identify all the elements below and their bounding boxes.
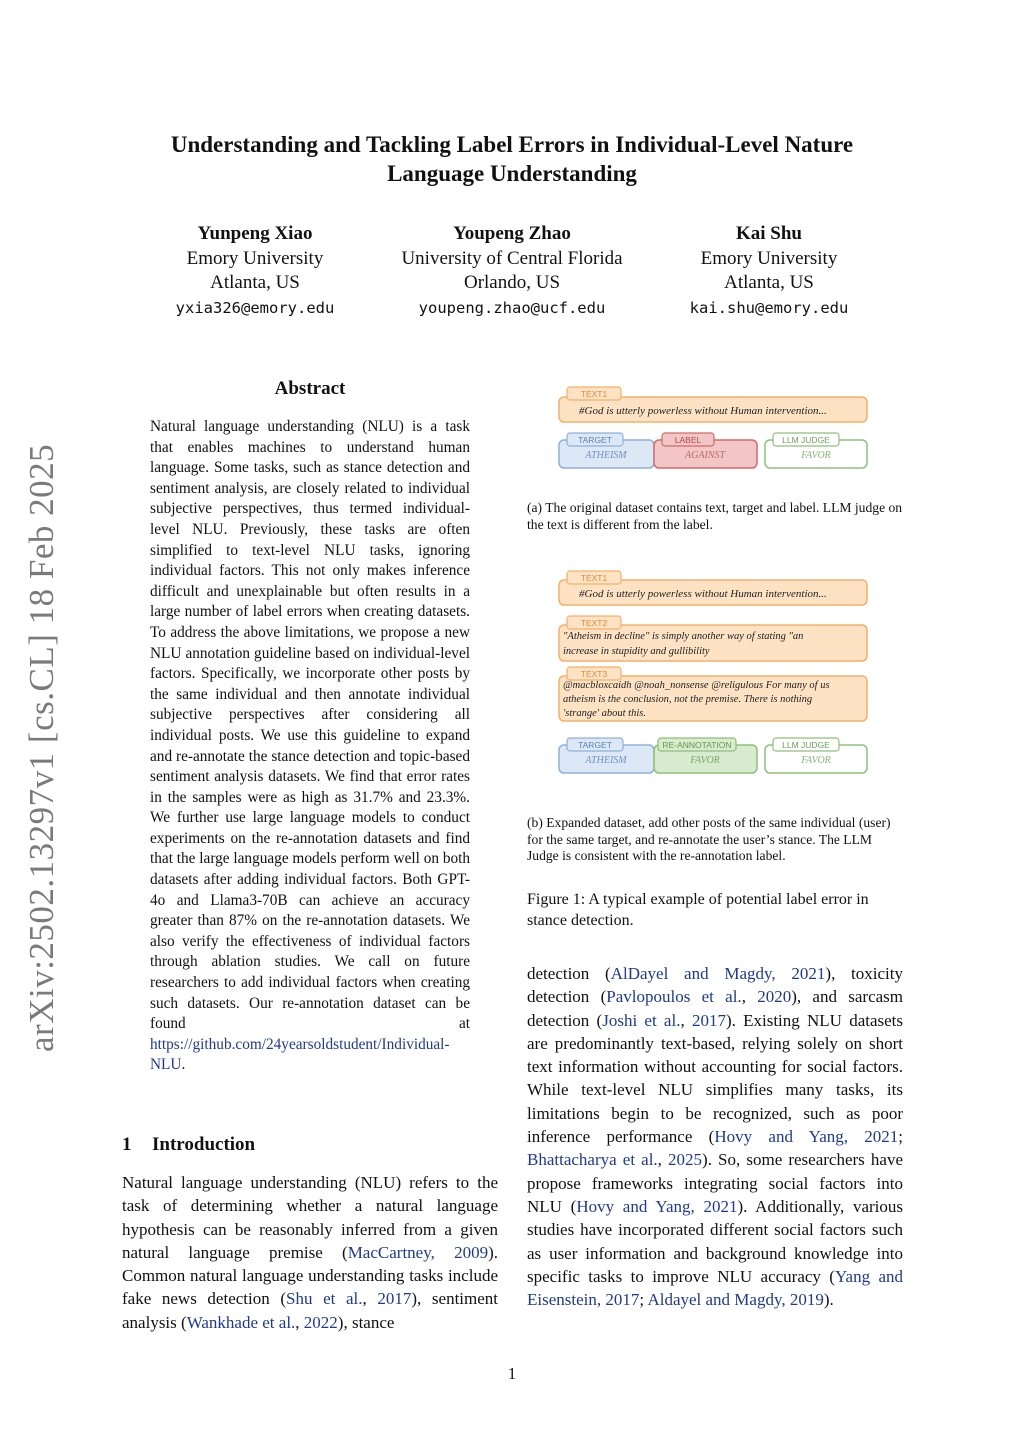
title-line-1: Understanding and Tackling Label Errors in Individual-Level Nature [170, 132, 854, 157]
citation-year-link[interactable]: 2017 [377, 1289, 412, 1309]
text3-line-1: @macbloxcaidh @noah_nonsense @religulous For many of us [563, 680, 830, 691]
citation-link[interactable]: Hovy and Yang, 2021 [576, 1196, 738, 1216]
judge-tag: LLM JUDGE [782, 435, 830, 445]
target-tag: TARGET [578, 740, 612, 750]
author-email[interactable]: kai.shu@emory.edu [689, 298, 849, 317]
title-line-2: Language Understanding [387, 161, 637, 186]
author-email[interactable]: youpeng.zhao@ucf.edu [418, 298, 606, 317]
figure-1b [527, 568, 903, 776]
text2-line-1: "Atheism in decline" is simply another way of stating "an [563, 631, 804, 642]
arxiv-stamp: arXiv:2502.13297v1 [cs.CL] 18 Feb 2025 [22, 443, 61, 1052]
judge-value: FAVOR [801, 450, 831, 461]
page-number: 1 [507, 1364, 517, 1383]
intro-paragraph: Natural language understanding (NLU) refers to the task of determining whether a natural language hypothesis can be reasonably inferred from a given natural language premise (MacCartney, 2009). Common natural language understanding tasks include fake news detection (Shu et al., 2017), sentiment analysis (Wankhade et al., 2022), stance [122, 1173, 499, 1332]
label-value: AGAINST [685, 450, 725, 461]
author-name: Kai Shu [735, 223, 802, 244]
author-1 [155, 222, 355, 320]
label-tag: LABEL [674, 435, 702, 445]
citation-link[interactable]: Joshi et al. [602, 1010, 681, 1030]
citation-year-link[interactable]: 2020 [757, 987, 792, 1007]
text1-tag: TEXT1 [580, 389, 608, 399]
citation-link[interactable]: Aldayel and Magdy, 2019 [647, 1290, 824, 1310]
author-location: Atlanta, US [724, 272, 814, 293]
citation-link[interactable]: MacCartney, 2009 [347, 1242, 489, 1262]
figure-1-caption: Figure 1: A typical example of potential label error in stance detection. [527, 891, 869, 929]
abstract-body: Natural language understanding (NLU) is a task that enables machines to understand human language. Some tasks, such as stance detection and sentiment analysis, are closely related to individual subjective perspectives, thus termed individual-level NLU. Previously, these tasks are often simplified to text-level NLU tasks, ignoring individual factors. This not only makes inference difficult and unexplainable but often results in a large number of label errors when creating datasets. To address the above limitations, we propose a new NLU annotation guideline based on individual-level factors. Specifically, we incorporate other posts by the same individual and then annotate individual subjective perspectives after considering all individual posts. We use this guideline to expand and re-annotate the stance detection and topic-based sentiment analysis datasets. We find that error rates in the samples were as high as 31.7% and 23.3%. We further use large language models to conduct experiments on the re-annotation datasets and find that the large language models perform well on both datasets after adding individual factors. Both GPT-4o and Llama3-70B can achieve an accuracy greater than 87% on the re-annotation datasets. We also verify the effectiveness of individual factors through ablation studies. We call on future researchers to add individual factors when creating such datasets. Our re-annotation dataset can be found at https://github.com/24yearsoldstudent/Individual-NLU. [150, 418, 471, 1074]
target-value: ATHEISM [585, 450, 627, 461]
author-location: Atlanta, US [210, 272, 300, 293]
abstract-heading: Abstract [274, 378, 346, 399]
citation-link[interactable]: Hovy and Yang, 2021 [714, 1127, 899, 1147]
citation-link[interactable]: Pavlopoulos et al. [606, 987, 742, 1007]
citation-link[interactable]: Wankhade et al. [186, 1312, 296, 1332]
figure-1a [527, 382, 903, 478]
judge-tag: LLM JUDGE [782, 740, 830, 750]
abstract-text: Natural language understanding (NLU) is a task that enables machines to understand human language. Some tasks, such as stance detection and sentiment analysis, are closely related to individual subjective perspectives, thus termed individual-level NLU. Previously, these tasks are often simplified to text-level NLU tasks, ignoring individual factors. This not only makes inference difficult and unexplainable but often results in a large number of label errors when creating datasets. To address the above limitations, we propose a new NLU annotation guideline based on individual-level factors. Specifically, we incorporate other posts by the same individual and then annotate individual subjective perspectives after considering all individual posts. We use this guideline to expand and re-annotate the stance detection and topic-based sentiment analysis datasets. We find that error rates in the samples were as high as 31.7% and 23.3%. We further use large language models to conduct experiments on the re-annotation datasets and find that the large language models perform well on both datasets after adding individual factors. Both GPT-4o and Llama3-70B can achieve an accuracy greater than 87% on the re-annotation datasets. We also verify the effectiveness of individual factors through ablation studies. We call on future researchers to add individual factors when creating such datasets. Our re-annotation dataset can be found at [150, 418, 471, 1033]
author-affiliation: University of Central Florida [401, 247, 623, 269]
text1-tag: TEXT1 [580, 573, 608, 583]
dataset-link[interactable]: https://github.com/24yearsoldstudent/Individual-NLU [150, 1035, 450, 1074]
author-2 [382, 222, 642, 320]
target-value: ATHEISM [585, 755, 627, 766]
text3-line-2: atheism is the conclusion, not the premise. There is nothing [563, 694, 813, 705]
section-number: 1 [122, 1134, 132, 1155]
author-email[interactable]: yxia326@emory.edu [175, 298, 335, 317]
text3-tag: TEXT3 [580, 669, 608, 679]
citation-link[interactable]: Shu et al. [286, 1289, 363, 1309]
citation-year-link[interactable]: 2025 [668, 1150, 703, 1170]
section-heading [122, 1134, 255, 1156]
author-3 [669, 222, 869, 320]
reannotation-value: FAVOR [690, 755, 720, 766]
author-name: Youpeng Zhao [453, 223, 571, 244]
author-name: Yunpeng Xiao [197, 223, 313, 244]
author-affiliation: Emory University [186, 247, 324, 269]
text1-content: #God is utterly powerless without Human intervention... [579, 405, 827, 417]
text2-line-2: increase in stupidity and gullibility [563, 646, 710, 657]
paper-title [0, 130, 1024, 188]
text3-line-3: 'strange' about this. [563, 708, 646, 719]
citation-year-link[interactable]: 2017 [691, 1010, 726, 1030]
citation-year-link[interactable]: 2022 [303, 1312, 338, 1332]
figure-1a-caption: (a) The original dataset contains text, target and label. LLM judge on the text is different from the label. [527, 500, 903, 532]
author-affiliation: Emory University [700, 247, 838, 269]
judge-value: FAVOR [801, 755, 831, 766]
section-title: Introduction [152, 1134, 256, 1155]
author-location: Orlando, US [463, 272, 561, 293]
text2-tag: TEXT2 [580, 618, 608, 628]
reannotation-tag: RE-ANNOTATION [662, 740, 732, 750]
right-column-paragraph: detection (AlDayel and Magdy, 2021), toxicity detection (Pavlopoulos et al., 2020), and sarcasm detection (Joshi et al., 2017). Existing NLU datasets are predominantly text-based, relying solely on short text information without accounting for social factors. While text-level NLU simplifies many tasks, its limitations begin to be recognized, such as poor inference performance (Hovy and Yang, 2021; Bhattacharya et al., 2025). So, some researchers have propose frameworks integrating social factors into NLU (Hovy and Yang, 2021). Additionally, various studies have incorporated different social factors such as user information and background knowledge into specific tasks to improve NLU accuracy (Yang and Eisenstein, 2017; Aldayel and Magdy, 2019). [527, 964, 904, 1310]
text1-content: #God is utterly powerless without Human intervention... [579, 588, 827, 600]
citation-link[interactable]: Yang and Eisenstein, 2017 [527, 1266, 903, 1310]
citation-link[interactable]: AlDayel and Magdy, 2021 [610, 964, 826, 983]
figure-1b-caption: (b) Expanded dataset, add other posts of the same individual (user) for the same target, and re-annotate the user’s stance. The LLM Judge is consistent with the re-annotation label. [527, 815, 891, 863]
citation-link[interactable]: Bhattacharya et al. [527, 1150, 658, 1170]
target-tag: TARGET [578, 435, 612, 445]
